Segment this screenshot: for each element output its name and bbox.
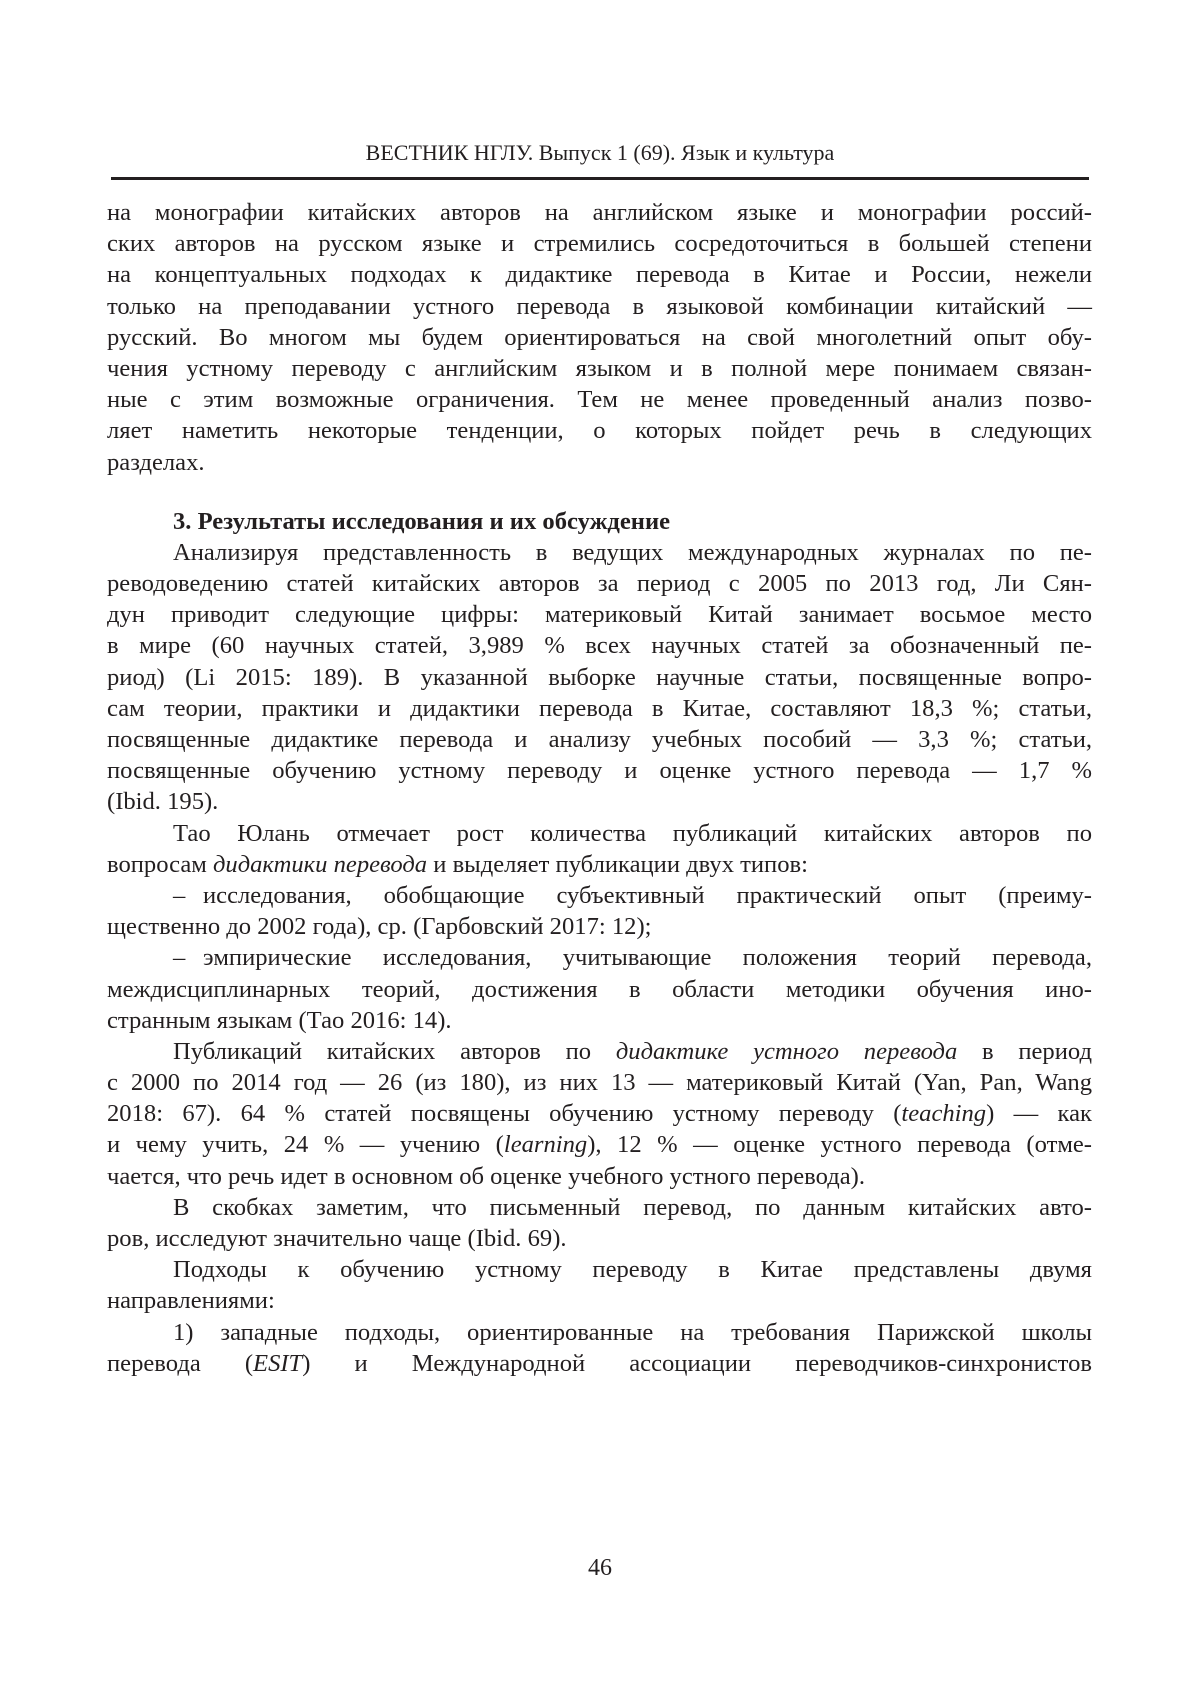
paragraph-6 (107, 1317, 1092, 1379)
section-heading: 3. Результаты исследования и их обсуждение (173, 507, 671, 535)
text-line: разделах. (107, 448, 205, 476)
italic-term: learning (503, 1131, 588, 1159)
intro-paragraph (107, 197, 1092, 478)
dash-marker: – (173, 944, 186, 972)
text-run: и выделяет публикации двух типов: (427, 850, 808, 878)
text-line (107, 1036, 1092, 1067)
text-line: реводоведению статей китайских авторов за период с 2005 по 2013 год, Ли Сян- (107, 570, 1092, 598)
paragraph-2 (107, 818, 1092, 880)
text-run: 2018: 67). 64 % статей посвящены обучению устному переводу ( (107, 1100, 902, 1128)
paragraph-3 (107, 1036, 1092, 1192)
text-line: на монографии китайских авторов на английском языке и монографии россий- (107, 199, 1092, 226)
text-line: Тао Юлань отмечает рост количества публикаций китайских авторов по (173, 819, 1092, 847)
text-line: русский. Во многом мы будем ориентироваться на свой многолетний опыт обу- (107, 323, 1092, 351)
bullet-item (107, 880, 1092, 942)
paragraph-4 (107, 1192, 1092, 1254)
italic-term: teaching (901, 1100, 987, 1128)
bullet-list (107, 880, 1092, 1036)
text-line: дун приводит следующие цифры: материковый Китай занимает восьмое место (107, 601, 1092, 629)
text-line: с 2000 по 2014 год — 26 (из 180), из них 13 — материковый Китай (Yan, Pan, Wang (107, 1069, 1092, 1097)
text-line: посвященные обучению устному переводу и оценке устного перевода — 1,7 % (107, 757, 1092, 785)
text-line (107, 1098, 1092, 1129)
text-line (107, 1348, 1092, 1379)
spacer (107, 478, 1092, 506)
text-run: ), 12 % — оценке устного перевода (отме- (587, 1131, 1092, 1159)
page-body (107, 197, 1092, 1379)
text-line: посвященные дидактике перевода и анализу учебных пособий — 3,3 %; статьи, (107, 726, 1092, 753)
text-line (107, 880, 1092, 911)
text-line: В скобках заметим, что письменный перевод, по данным китайских авто- (173, 1193, 1092, 1221)
text-line: (Ibid. 195). (107, 788, 219, 816)
page-number: 46 (588, 1555, 612, 1581)
text-run: Публикаций китайских авторов по (173, 1037, 616, 1065)
text-line: только на преподавании устного перевода в языковой комбинации китайский — (107, 292, 1092, 320)
text-line: чения устному переводу с английским языком и в полной мере понимаем связан- (107, 354, 1092, 382)
text-line: междисциплинарных теорий, достижения в области методики обучения ино- (107, 975, 1092, 1003)
text-line (107, 942, 1092, 973)
text-line: странным языкам (Тао 2016: 14). (107, 1006, 452, 1034)
italic-term: дидактики перевода (212, 850, 428, 878)
paragraph-5 (107, 1254, 1092, 1316)
text-line: риод) (Li 2015: 189). В указанной выборке научные статьи, посвященные вопро- (107, 663, 1092, 691)
text-line: ные с этим возможные ограничения. Тем не менее проведенный анализ позво- (107, 386, 1092, 414)
text-line: 1) западные подходы, ориентированные на требования Парижской школы (173, 1318, 1092, 1346)
text-run: вопросам (107, 850, 213, 878)
bullet-item (107, 942, 1092, 1036)
text-run: и чему учить, 24 % — учению ( (107, 1131, 504, 1159)
paragraph-1 (107, 537, 1092, 818)
text-line (107, 1129, 1092, 1160)
text-line: ляет наметить некоторые тенденции, о которых пойдет речь в следующих (107, 417, 1092, 445)
text-run: в период (957, 1037, 1092, 1065)
header-rule (111, 177, 1089, 180)
text-line: щественно до 2002 года), ср. (Гарбовский 2017: 12); (107, 913, 652, 941)
text-line: ров, исследуют значительно чаще (Ibid. 69). (107, 1225, 567, 1252)
text-run: исследования, обобщающие субъективный практический опыт (преиму- (203, 881, 1092, 909)
text-run: ) — как (986, 1100, 1092, 1128)
text-run: ) и Международной ассоциации переводчиков-синхронистов (302, 1349, 1092, 1377)
text-line: Анализируя представленность в ведущих международных журналах по пе- (173, 538, 1092, 566)
text-line: чается, что речь идет в основном об оценке учебного устного перевода). (107, 1162, 865, 1190)
italic-term: дидактике устного перевода (615, 1037, 958, 1065)
text-line (107, 849, 1092, 880)
text-line: Подходы к обучению устному переводу в Китае представлены двумя (173, 1256, 1092, 1284)
text-run: эмпирические исследования, учитывающие положения теорий перевода, (203, 944, 1092, 972)
italic-term: ESIT (253, 1349, 303, 1377)
dash-marker: – (173, 881, 186, 909)
running-header: ВЕСТНИК НГЛУ. Выпуск 1 (69). Язык и культура (365, 140, 835, 165)
text-line: направлениями: (107, 1287, 275, 1315)
text-line: на концептуальных подходах к дидактике перевода в Китае и России, нежели (107, 261, 1092, 289)
text-line: ских авторов на русском языке и стремились сосредоточиться в большей степени (107, 230, 1092, 258)
text-line: сам теории, практики и дидактики перевода в Китае, составляют 18,3 %; статьи, (107, 694, 1092, 722)
text-line: в мире (60 научных статей, 3,989 % всех научных статей за обозначенный пе- (107, 632, 1092, 660)
text-run: перевода ( (107, 1349, 254, 1377)
